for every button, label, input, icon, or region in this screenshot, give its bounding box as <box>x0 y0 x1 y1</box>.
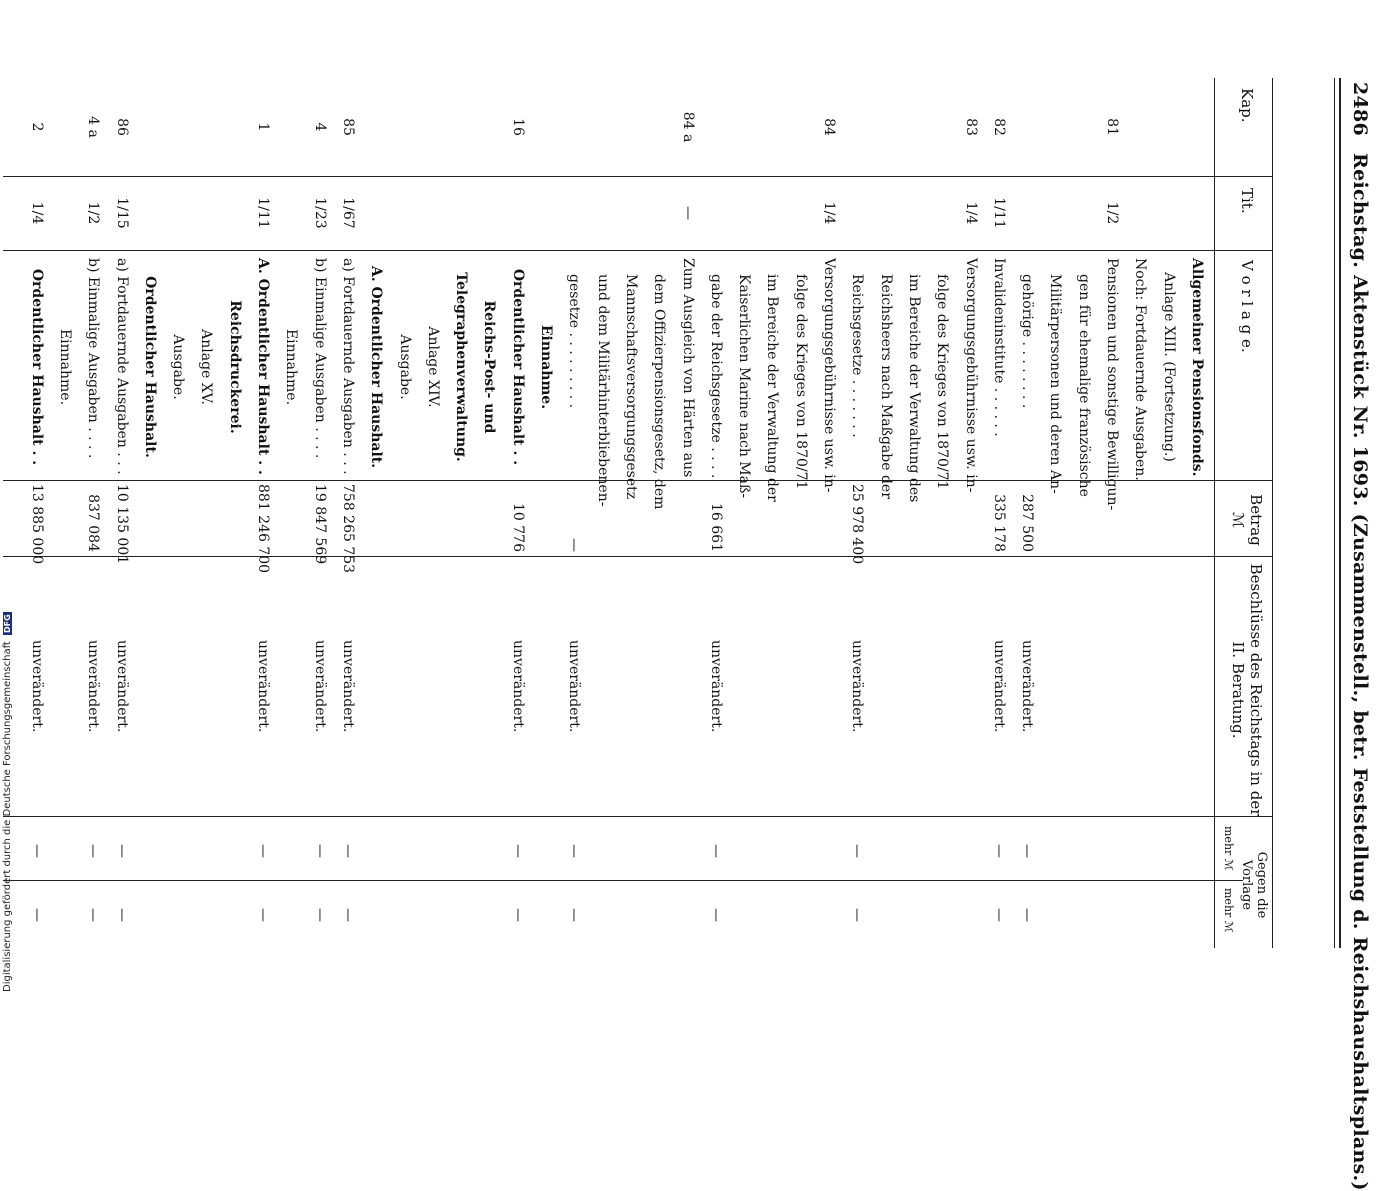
row-tit: 1/15 <box>113 197 130 229</box>
row-betrag: 837 084 <box>85 494 102 552</box>
row-betrag: 287 500 <box>1019 494 1036 552</box>
col-betrag-label: Betrag <box>1247 494 1265 546</box>
row-betrag: 19 847 569 <box>311 484 328 565</box>
col-mehr <box>1222 826 1235 871</box>
row-kap: 1 <box>255 122 272 132</box>
row-betrag: — <box>566 538 583 552</box>
row-text: Anlage XIV. <box>424 326 441 408</box>
col-betrag <box>1229 490 1265 550</box>
row-beschluss: unverändert. <box>113 640 130 733</box>
header-rule <box>1339 78 1341 948</box>
row-text: gen für ehemalige französische <box>1075 274 1092 497</box>
row-tit: 1/4 <box>28 201 45 225</box>
row-betrag: 13 885 000 <box>28 484 45 565</box>
row-text: Ordentlicher Haushalt. <box>141 276 158 458</box>
row-mehr: — <box>509 844 526 858</box>
row-text: Anlage XIII. (Fortsetzung.) <box>1160 272 1177 462</box>
row-tit: 1/4 <box>821 201 838 225</box>
row-text: Ordentlicher Haushalt . . <box>509 268 526 466</box>
col-beschluesse <box>1229 560 1265 820</box>
credit-text: Digitalisierung gefördert durch die Deutsche Forschungsgemeinschaft <box>2 641 13 992</box>
row-tit: 1/2 <box>1104 201 1121 225</box>
row-beschluss: unverändert. <box>566 640 583 733</box>
row-beschluss: unverändert. <box>1019 640 1036 733</box>
row-tit: 1/4 <box>962 201 979 225</box>
row-text: A. Ordentlicher Haushalt. <box>368 265 385 469</box>
row-text: A. Ordentlicher Haushalt . . <box>255 258 272 475</box>
row-betrag: 758 265 753 <box>340 484 356 574</box>
row-mehr: — <box>255 844 272 858</box>
row-text: gabe der Reichsgesetze . . . . <box>707 274 724 479</box>
row-text: Reichs-Post- und <box>481 300 498 434</box>
row-text: dem Offizierpensionsgesetz, dem <box>651 274 668 510</box>
column-header-rule <box>1272 78 1273 948</box>
col-rule-kap <box>3 176 1273 177</box>
col-rule-mehr <box>3 880 1243 881</box>
page-number: 2486 <box>1349 82 1371 137</box>
row-text: Versorgungsgebührnisse usw. in- <box>821 258 838 493</box>
row-betrag: 881 246 700 <box>255 484 272 574</box>
row-text: im Bereiche der Verwaltung der <box>764 274 781 502</box>
row-text: Militärpersonen und deren An- <box>1047 274 1064 494</box>
row-kap: 2 <box>28 122 45 132</box>
row-kap: 4 a <box>85 116 102 138</box>
col-mehr-label: mehr <box>1222 826 1235 856</box>
col-weniger-unit: ℳ <box>1222 920 1235 933</box>
row-beschluss: unverändert. <box>509 640 526 733</box>
row-mehr: — <box>566 844 583 858</box>
row-text: b) Einmalige Ausgaben . . . . <box>311 258 328 459</box>
row-text: Anlage XV. <box>198 329 215 405</box>
row-text: Allgemeiner Pensionsfonds. <box>1189 258 1205 477</box>
row-text: Zum Ausgleich von Härten aus <box>679 258 696 478</box>
row-text: gesetze . . . . . . . . . <box>566 274 583 409</box>
row-weniger: — <box>1019 908 1036 922</box>
row-text: Einnahme. <box>538 324 555 410</box>
row-mehr: — <box>990 844 1007 858</box>
row-beschluss: unverändert. <box>849 640 866 733</box>
col-rule-tit <box>3 250 1273 251</box>
col-gegen-label: Gegen die <box>1254 851 1269 919</box>
digitization-credit <box>2 602 24 992</box>
row-kap: 83 <box>962 118 979 136</box>
row-mehr: — <box>340 844 356 858</box>
row-betrag: 335 178 <box>990 494 1007 552</box>
col-kap: Kap. <box>1238 88 1256 123</box>
row-text: Mannschaftsversorgungsgesetz <box>623 274 639 500</box>
col-betrag-unit: ℳ <box>1229 511 1247 529</box>
row-text: b) Einmalige Ausgaben . . . . <box>85 258 102 459</box>
row-weniger: — <box>28 908 45 922</box>
row-text: Ausgabe. <box>396 334 413 400</box>
row-weniger: — <box>311 908 328 922</box>
row-mehr: — <box>849 844 866 858</box>
col-vorlage-small: Vorlage <box>1239 859 1254 911</box>
row-weniger: — <box>255 908 272 922</box>
row-kap: 16 <box>509 118 526 136</box>
col-beratung-label: II. Beratung. <box>1229 641 1247 739</box>
row-weniger: — <box>990 908 1007 922</box>
row-weniger: — <box>566 908 583 922</box>
row-tit: 1/67 <box>340 197 356 229</box>
col-weniger <box>1222 888 1235 933</box>
row-tit: 1/23 <box>311 197 328 229</box>
row-betrag: 10 776 <box>509 503 526 552</box>
col-rule-betrag <box>3 556 1273 557</box>
row-tit: 1/11 <box>255 197 272 229</box>
row-text: Ausgabe. <box>170 334 187 400</box>
row-text: a) Fortdauernde Ausgaben . . . <box>113 258 130 475</box>
row-beschluss: unverändert. <box>340 640 356 733</box>
row-text: a) Fortdauernde Ausgaben . . . <box>340 258 356 475</box>
col-vorlage: V o r l a g e. <box>1238 260 1256 353</box>
row-text: Reichsdruckerei. <box>226 300 243 434</box>
col-tit: Tit. <box>1238 188 1256 214</box>
row-text: Noch: Fortdauernde Ausgaben. <box>1132 258 1149 481</box>
row-mehr: — <box>1019 844 1036 858</box>
row-beschluss: unverändert. <box>311 640 328 733</box>
row-text: Invalideninstitute . . . . . . <box>990 258 1007 437</box>
row-tit: 1/11 <box>990 197 1007 229</box>
row-beschluss: unverändert. <box>85 640 102 733</box>
row-beschluss: unverändert. <box>990 640 1007 733</box>
col-mehr-unit: ℳ <box>1222 858 1235 871</box>
row-weniger: — <box>707 908 724 922</box>
row-text: Einnahme. <box>283 328 300 406</box>
row-tit: 1/2 <box>85 201 102 225</box>
row-kap: 86 <box>113 118 130 136</box>
row-beschluss: unverändert. <box>707 640 724 733</box>
row-mehr: — <box>28 844 45 858</box>
row-kap: 81 <box>1104 118 1121 136</box>
row-kap: 84 <box>821 118 838 136</box>
row-text: Pensionen und sonstige Bewilligun- <box>1104 258 1121 511</box>
row-beschluss: unverändert. <box>28 640 45 733</box>
running-title: Reichstag. Aktenstück Nr. 1693. (Zusammenstell., betr. Feststellung d. Reichshaushaltsplans.) <box>1349 153 1371 1191</box>
row-beschluss: unverändert. <box>255 640 272 733</box>
row-kap: 82 <box>990 118 1007 136</box>
col-gegen-vorlage <box>1239 822 1269 948</box>
row-text: Ordentlicher Haushalt . . <box>28 268 45 466</box>
row-weniger: — <box>113 908 130 922</box>
row-text: gehörige . . . . . . . . <box>1019 274 1036 409</box>
row-weniger: — <box>509 908 526 922</box>
row-text: Reichsheers nach Maßgabe der <box>877 274 894 499</box>
row-betrag: 16 661 <box>707 503 724 552</box>
row-kap: 4 <box>311 122 328 132</box>
row-text: und dem Militärhinterbliebenen- <box>594 274 611 507</box>
column-header-bottom-rule <box>1214 78 1215 948</box>
row-betrag: 25 978 400 <box>849 484 866 565</box>
col-beschluesse-label: Beschlüsse des Reichstags in der <box>1247 563 1265 817</box>
row-kap: 84 a <box>679 111 696 143</box>
row-weniger: — <box>340 908 356 922</box>
row-text: Telegraphenverwaltung. <box>453 272 470 462</box>
row-text: Kaiserlichen Marine nach Maß- <box>736 274 753 499</box>
col-rule-beschluesse <box>3 816 1273 817</box>
row-text: Reichsgesetze . . . . . . . <box>849 274 866 438</box>
row-text: Versorgungsgebührnisse usw. in- <box>962 258 979 493</box>
row-text: folge des Krieges von 1870/71 <box>934 274 951 490</box>
row-mehr: — <box>311 844 328 858</box>
row-kap: 85 <box>340 118 356 136</box>
row-mehr: — <box>707 844 724 858</box>
col-weniger-label: mehr <box>1222 888 1235 918</box>
row-text: Einnahme. <box>57 328 73 406</box>
row-text: im Bereiche der Verwaltung des <box>906 274 922 503</box>
dfg-logo: DFG <box>3 614 12 633</box>
row-mehr: — <box>85 844 102 858</box>
header-rule-2 <box>1334 78 1335 948</box>
page-header <box>1349 82 1371 1191</box>
row-mehr: — <box>113 844 130 858</box>
row-betrag: 10 135 001 <box>113 484 130 565</box>
row-weniger: — <box>85 908 102 922</box>
row-text: folge des Krieges von 1870/71 <box>792 274 809 490</box>
row-weniger: — <box>849 908 866 922</box>
row-tit: — <box>679 206 696 220</box>
